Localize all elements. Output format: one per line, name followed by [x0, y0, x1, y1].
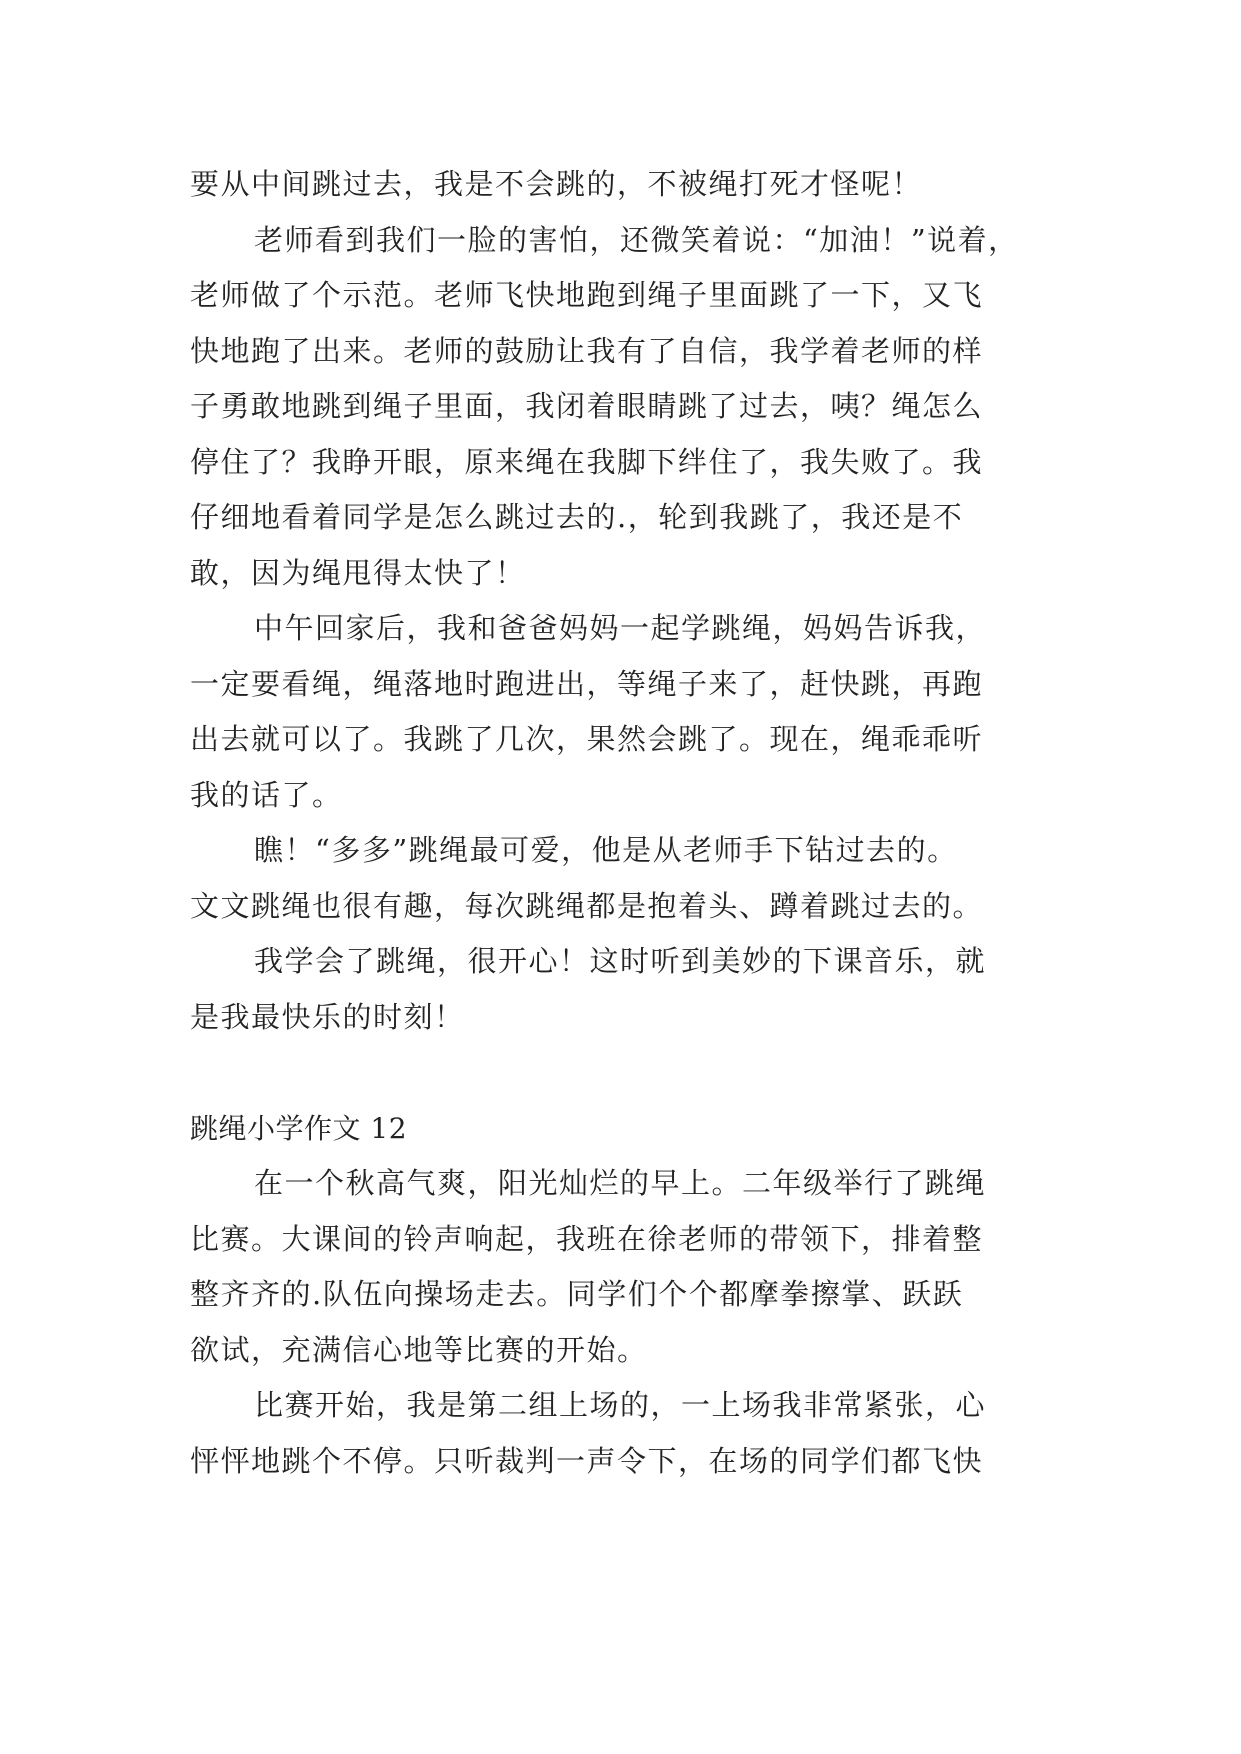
text-line: 出去就可以了。我跳了几次，果然会跳了。现在，绳乖乖听 — [190, 722, 984, 756]
paragraph-start-line: 老师看到我们一脸的害怕，还微笑着说：“加油！”说着， — [254, 222, 1019, 257]
paragraph-start-line: 瞧！“多多”跳绳最可爱，他是从老师手下钻过去的。 — [254, 833, 958, 867]
text-line: 停住了？我睁开眼，原来绳在我脚下绊住了，我失败了。我 — [190, 444, 984, 479]
text-line: 要从中间跳过去，我是不会跳的，不被绳打死才怪呢！ — [190, 167, 923, 201]
paragraph-start-line: 比赛开始，我是第二组上场的，一上场我非常紧张，心 — [254, 1388, 987, 1422]
text-line: 仔细地看着同学是怎么跳过去的.，轮到我跳了，我还是不 — [190, 500, 964, 534]
text-line: 文文跳绳也很有趣，每次跳绳都是抱着头、蹲着跳过去的。 — [190, 888, 984, 923]
document-body — [190, 157, 1070, 1489]
text-line: 子勇敢地跳到绳子里面，我闭着眼睛跳了过去，咦？绳怎么 — [190, 389, 984, 423]
text-line: 整齐齐的.队伍向操场走去。同学们个个都摩拳擦掌、跃跃 — [190, 1277, 964, 1311]
paragraph-start-line: 在一个秋高气爽，阳光灿烂的早上。二年级举行了跳绳 — [254, 1166, 987, 1200]
text-line: 老师做了个示范。老师飞快地跑到绳子里面跳了一下，又飞 — [190, 278, 984, 312]
text-line: 怦怦地跳个不停。只听裁判一声令下，在场的同学们都飞快 — [190, 1443, 984, 1478]
section-title: 跳绳小学作文 12 — [190, 1111, 408, 1145]
text-line: 比赛。大课间的铃声响起，我班在徐老师的带领下，排着整 — [190, 1221, 984, 1256]
text-line: 我的话了。 — [190, 777, 343, 812]
text-line: 欲试，充满信心地等比赛的开始。 — [190, 1332, 648, 1367]
text-line: 是我最快乐的时刻！ — [190, 999, 465, 1034]
text-line: 快地跑了出来。老师的鼓励让我有了自信，我学着老师的样 — [190, 333, 984, 368]
section-gap — [190, 1045, 1070, 1101]
text-line: 一定要看绳，绳落地时跑进出，等绳子来了，赶快跳，再跑 — [190, 666, 984, 701]
paragraph-start-line: 我学会了跳绳，很开心！这时听到美妙的下课音乐，就 — [254, 944, 987, 978]
paragraph-start-line: 中午回家后，我和爸爸妈妈一起学跳绳，妈妈告诉我， — [254, 611, 987, 645]
text-line: 敢，因为绳甩得太快了！ — [190, 555, 526, 590]
